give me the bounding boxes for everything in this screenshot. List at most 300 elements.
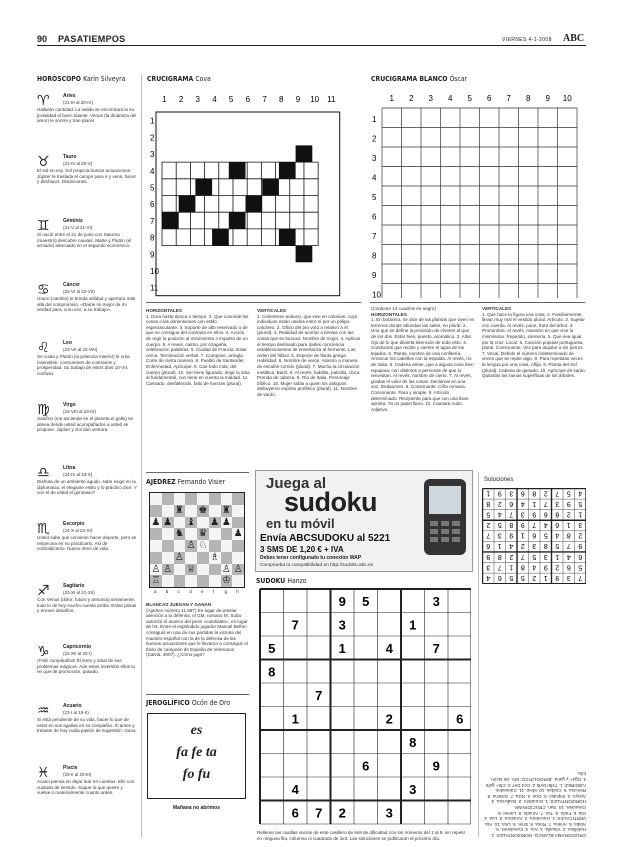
chess-piece: ♜ — [174, 504, 184, 516]
crossword-col-number: 1 — [162, 95, 167, 104]
sign-dates: (22-XII al 20-I) — [63, 651, 92, 656]
solution-digit: 9 — [578, 542, 583, 550]
solution-digit: 5 — [555, 542, 560, 550]
solution-digit: 4 — [532, 563, 537, 571]
hieroglyph-line-1: es — [190, 723, 203, 738]
solution-digit: 5 — [532, 552, 537, 560]
sign-name: Virgo — [63, 402, 76, 408]
solution-digit: 5 — [497, 521, 502, 529]
solution-digit: 6 — [520, 489, 525, 497]
chess-square — [221, 540, 233, 552]
horoscope-title: HORÓSCOPO — [37, 75, 81, 83]
solution-digit: 4 — [543, 521, 548, 529]
sign-text: ¡Feliz cumpleaños! El lento y ideal de sus problemas mágicos. Aún estos inversión ellos tu en que de promoción, pasado. — [37, 658, 136, 675]
sign-name: Escorpio — [63, 521, 85, 527]
crossword-black-cell — [262, 179, 279, 196]
blank-col-number: 6 — [487, 94, 492, 103]
sign-dates: (21-V al 21-VI) — [63, 225, 93, 230]
solution-digit: 1 — [555, 552, 560, 560]
blank-row-number: 1 — [372, 115, 377, 125]
sudoku-grid[interactable] — [259, 588, 471, 828]
chess-author: Fernando Visier — [177, 478, 225, 486]
solution-digit: 8 — [555, 510, 560, 518]
chess-square — [209, 575, 221, 587]
chess-piece: ♙ — [233, 563, 243, 575]
blank-vertical-clues — [482, 306, 586, 379]
sign-dates: (21-IV al 20-V) — [63, 161, 93, 166]
chess-file-label: b — [165, 589, 169, 594]
sign-text: Con Venus (dolor, futuro y armonía) seriamente, todo lo de hoy mucho cuesta arriba. Estas prisas y encare desafíos. — [37, 597, 137, 614]
sign-name: Leo — [63, 340, 72, 346]
crossword-col-number: 3 — [195, 95, 200, 104]
crossword-heading — [147, 75, 211, 83]
chess-square — [174, 575, 186, 587]
solution-digit: 6 — [532, 531, 537, 539]
chess-square — [221, 552, 233, 564]
zodiac-9-icon: ♑ — [37, 644, 50, 660]
header-rule — [37, 45, 586, 46]
solution-digit: 8 — [566, 531, 571, 539]
sudoku-given-digit: 3 — [385, 805, 393, 821]
chess-square — [232, 552, 244, 564]
sudoku-given-digit: 4 — [291, 781, 299, 797]
chess-piece: ♛ — [198, 528, 208, 540]
sign-name: Piscis — [63, 765, 78, 771]
chess-file-label: a — [154, 589, 157, 594]
solution-digit: 5 — [578, 499, 583, 507]
crossword-black-cell — [246, 196, 263, 213]
sudoku-given-digit: 6 — [291, 805, 299, 821]
chess-square — [150, 528, 162, 540]
sign-text: Se cuida y Plutón (la potencia interior) le crea insensible, conscientes de contrarios y prosperidad. Su trabajo de estos días 10-VII, confuso. — [37, 354, 130, 376]
solution-digit: 5 — [578, 563, 583, 571]
sudoku-given-digit: 2 — [338, 805, 346, 821]
crossword-black-cell — [212, 229, 229, 246]
solution-digit: 2 — [509, 552, 514, 560]
blank-vertical-heading: VERTICALES — [482, 306, 512, 311]
hieroglyph-rule — [146, 694, 249, 695]
chess-square — [197, 517, 209, 529]
sign-text: Usted sabe que conviene hacer deporte, pero se empecina en no practicarlo. Así de contradictorio. Nuevo ritmo de vida. — [37, 535, 137, 552]
sign-text: Urano (cambio) le brinda utilidad y apertura más allá del compromiso. «Dame mi mejor de mi verdad para, a su vez, a su trabajo». — [37, 296, 136, 313]
sign-name: Aries — [63, 93, 76, 99]
sign-dates: (23-VII al 23-VIII) — [63, 347, 98, 352]
solution-digit: 9 — [520, 521, 525, 529]
chess-square — [162, 493, 174, 505]
ad-line-2: sudoku — [284, 487, 378, 517]
crossword-vertical-text: 1. Celentereo antiuno, que vive en colonias, cuyo individuos están unidos entre sí por un pólipo calcáreo. 2. Oficio del pro voto a relativo a él (plural). 3. Realidad de acertar a tientas con las cosas que se buscan. Nombre de mujer. 4. Aplicas el tiempo destinado para darles conciencia establecimientos de enseñanza al fermento. Las orden del fútbol. 5. Especie de flauta griega. Habilidad. 6. Nombre de varón. Asiento a manera de escalón corrido (plural). 7. Mucha la circulación metálica. Barril. 8. Al revés, habilita, patrulla, chica. Prenda de cabeza. 9. Río de Italia. Personaje bíblico. 10. Mujer sabia a quien los antiguos atribuyeron espíritu profético (plural). 11. Nombre de varón. — [257, 313, 361, 397]
blank-col-number: 1 — [389, 94, 394, 103]
sign-dates: (23-XI al 21-XII) — [63, 590, 95, 595]
solution-digit: 7 — [486, 531, 491, 539]
sudoku-given-digit: 7 — [315, 805, 323, 821]
solution-digit: 3 — [486, 563, 491, 571]
chess-square — [197, 493, 209, 505]
solution-digit: 3 — [509, 489, 514, 497]
ad-line-3: en tu móvil — [266, 516, 335, 531]
sudoku-given-digit: 3 — [338, 617, 346, 633]
solutions-title: Soluciones — [484, 477, 514, 483]
sign-dates: (20-II al 20-III) — [63, 772, 92, 777]
solution-digit: 7 — [520, 552, 525, 560]
sudoku-given-digit: 7 — [315, 687, 323, 703]
solution-digit: 7 — [543, 499, 548, 507]
sudoku-given-digit: 9 — [432, 758, 440, 774]
crossword-row-number: 1 — [150, 116, 155, 126]
sign-text: Si está pendiente de su vida, hacer lo que de estar en sus agallas en su compañía. Si ames y trataste de hoy cuida pasión de sugestión. Gana. — [37, 717, 137, 734]
chess-piece: ♙ — [174, 551, 184, 563]
solution-digit: 5 — [486, 510, 491, 518]
ad-line-4: Envía ABCSUDOKU al 5221 — [260, 533, 391, 544]
zodiac-3-icon: ♋ — [37, 282, 50, 298]
sign-dates: (24-VIII al 23-IX) — [63, 409, 97, 414]
chessboard — [149, 492, 245, 594]
sudoku-given-digit: 6 — [456, 711, 464, 727]
chess-square — [174, 517, 186, 529]
chess-piece: ♙ — [151, 563, 161, 575]
crossword-row-number: 3 — [150, 150, 155, 160]
chess-square — [197, 552, 209, 564]
chess-file-label: g — [224, 589, 228, 594]
solution-digit: 5 — [543, 531, 548, 539]
crossword-row-number: 9 — [150, 250, 155, 260]
chess-caption-heading: BLANCAS JUEGAN Y GANAN — [146, 602, 212, 607]
crossword-author: Cova — [195, 75, 211, 83]
zodiac-8-icon: ♐ — [37, 583, 50, 599]
solution-digit: 9 — [555, 573, 560, 581]
chess-square — [209, 528, 221, 540]
solution-digit: 3 — [532, 542, 537, 550]
sudoku-given-digit: 2 — [385, 711, 393, 727]
solution-digit: 2 — [578, 531, 583, 539]
zodiac-6-icon: ♎ — [37, 465, 50, 481]
sign-text: El sol en voy. Sol propicia buscar actuaciones. Júpiter le traslada el campo para ir y venir, hacer y deshacer. Distinciones. — [37, 168, 137, 185]
sign-name: Capricornio — [63, 644, 92, 650]
section-title: PASATIEMPOS — [58, 34, 126, 44]
blank-crossword-title: CRUCIGRAMA BLANCO — [371, 75, 448, 83]
solution-digit: 7 — [555, 489, 560, 497]
page-number: 90 — [37, 34, 48, 44]
crossword-black-cell — [195, 179, 212, 196]
solution-digit: 4 — [509, 542, 514, 550]
solution-digit: 9 — [486, 552, 491, 560]
zodiac-5-icon: ♍ — [37, 402, 50, 418]
chess-square — [174, 564, 186, 576]
crossword-row-number: 2 — [150, 133, 155, 143]
chess-caption — [146, 602, 250, 658]
crossword-black-cell — [296, 145, 313, 162]
solution-digit: 6 — [543, 510, 548, 518]
horoscope-heading — [37, 75, 125, 83]
blank-row-number: 3 — [372, 154, 377, 164]
sudoku-given-digit: 8 — [409, 734, 417, 750]
blank-row-number: 10 — [372, 290, 381, 298]
chess-piece: ♚ — [198, 504, 208, 516]
solution-digit: 2 — [532, 573, 537, 581]
crossword-row-number: 5 — [150, 183, 155, 193]
sudoku-ad[interactable] — [255, 470, 473, 572]
chess-file-label: e — [201, 589, 204, 594]
solution-digit: 8 — [520, 563, 525, 571]
chess-piece: ♟ — [221, 516, 231, 528]
zodiac-11-icon: ♓ — [37, 765, 50, 781]
crossword-row-number: 6 — [150, 200, 155, 210]
solution-digit: 1 — [486, 489, 491, 497]
solution-digit: 7 — [566, 542, 571, 550]
blank-horizontal-text: 1. En botánica, se dice de las plantas que viven en terrenos donde abundan las sales, en plural. 2. Uno que se define la provisión de víveres al que de los dos. Estar bien, puesto, aromático. 3. Altar. Ojo de lo que divierta intención de todo esto. 4. Conductos que recibe y vierten el agua de los tejados. 5. Planta, nombre de una confitería. Arrancar los cabellos con la espalda. Al revés, río de Italia. 6. Cadena ariete, que a alguna cosa bien equipara, con distintos a personas de que lo necesitan. Al revés, nombre de cierto. 7. Al revés, gradas el valor de las cosas. Declamar en una voz. Dedaumen. 8. Consonante. Cifra romana. Consonante. Para y simple. 9. Artículo determinado. Recipiente para que con una llave aprieta. Ya un papel llano. 10. Causará nudo. Adjetivo. — [371, 317, 475, 412]
chess-square — [232, 575, 244, 587]
chess-square — [185, 505, 197, 517]
blank-row-number: 5 — [372, 193, 377, 203]
chess-piece: ♘ — [198, 540, 208, 551]
chess-square — [185, 493, 197, 505]
horoscope-author: Karin Silveyra — [83, 75, 126, 83]
blank-row-number: 8 — [372, 251, 377, 261]
hieroglyph-line-3: fo fu — [182, 767, 211, 782]
crossword-black-cell — [279, 229, 296, 246]
crossword-row-number: 8 — [150, 233, 155, 243]
crossword-black-cell — [296, 246, 313, 263]
sudoku-given-digit: 3 — [409, 781, 417, 797]
solution-digit: 1 — [520, 531, 525, 539]
ad-line-6: Debes tener configurado tu conexión WAP — [260, 555, 362, 561]
sign-text: Si nació entre el 21 de junio con Saturno (maestro) descubre causas. Marte y Plutón (el armario) adecuado en el segundo económico. — [37, 232, 132, 249]
sudoku-given-digit: 8 — [268, 664, 276, 680]
sudoku-given-digit: 5 — [362, 593, 370, 609]
blank-col-number: 5 — [467, 94, 472, 103]
solution-digit: 8 — [543, 542, 548, 550]
solution-digit: 3 — [520, 510, 525, 518]
blank-horizontal-clues — [371, 306, 475, 412]
solution-digit: 9 — [509, 531, 514, 539]
blank-col-number: 9 — [545, 94, 550, 103]
sign-name: Acuario — [63, 703, 82, 709]
ad-line-1: Juega al — [266, 475, 327, 492]
sign-text: Saturno (me asciende en el planeta el gallo) se alinea desde usted acompañados a usted se propone. Júpiter y Sol dan ventura. — [37, 416, 134, 433]
chess-piece: ♟ — [233, 528, 243, 540]
sudoku-given-digit: 1 — [338, 640, 346, 656]
chess-square — [209, 540, 221, 552]
sudoku-author: Hanzo — [287, 577, 307, 585]
chess-square — [174, 493, 186, 505]
chess-square — [185, 575, 197, 587]
solution-digit: 7 — [509, 510, 514, 518]
chess-piece: ♖ — [151, 575, 161, 587]
chess-piece: ♜ — [221, 504, 231, 516]
column-divider-right — [478, 472, 479, 837]
chess-square — [221, 493, 233, 505]
chess-square — [150, 552, 162, 564]
blank-col-number: 10 — [562, 94, 572, 103]
blank-crossword-grid[interactable] — [370, 90, 584, 298]
sudoku-given-digit: 1 — [291, 711, 299, 727]
chess-piece: ♞ — [174, 528, 184, 540]
chess-piece: ♟ — [210, 516, 220, 528]
crossword-horizontal-clues — [146, 308, 250, 386]
crossword-black-cell — [179, 196, 196, 213]
zodiac-4-icon: ♌ — [37, 340, 50, 356]
zodiac-10-icon: ♒ — [37, 703, 50, 719]
sign-name: Cáncer — [63, 282, 80, 288]
sudoku-given-digit: 3 — [432, 593, 440, 609]
crossword-row-number: 7 — [150, 216, 155, 226]
chess-piece: ♗ — [210, 551, 220, 563]
solution-digit: 4 — [566, 552, 571, 560]
chess-square — [209, 505, 221, 517]
solution-digit: 8 — [509, 521, 514, 529]
crossword-rule — [146, 302, 361, 303]
chess-piece: ♟ — [163, 516, 173, 528]
crossword-horizontal-text: 1. Dura hasta época o tiempo. 2. Que concede las cosas o las dimensiones con estilo espectaculante. 3. Soporte de alto reservado o de que se consigue del contrario en ellos. 4. Acción de regir la posición al movimiento o impulso de un cuerpo. 5. A reves, castro, por Azagaña, celebración palabras. 6. Ciudad de Francia. Estar cerca. Terminación verbal. 7. Compone, arregla. Corte de cierta manera. 8. Pueblo de Santander. Enfermedad. Apócope. 9. Cae todo más, del cuerpo (plural). 10. Ser tiene figurado, dejar la idea al fundamental, con tiene en cuenta la maldad. 11. Cansado, desfallecido, falto de fuerzas (plural). — [146, 313, 250, 386]
solution-digit: 8 — [497, 552, 502, 560]
solution-digit: 7 — [532, 521, 537, 529]
sudoku-given-digit: 4 — [385, 640, 393, 656]
sudoku-heading — [256, 577, 307, 585]
blank-crossword-note: (Contiene 14 cuadros en negro) — [371, 306, 436, 311]
chess-piece: ♕ — [186, 563, 196, 575]
solution-digit: 6 — [509, 499, 514, 507]
solution-digit: 9 — [532, 510, 537, 518]
sign-dates: (24-X al 22-XI) — [63, 528, 93, 533]
crossword-black-cell — [229, 212, 246, 229]
blank-row-number: 4 — [372, 173, 377, 183]
crossword-vertical-clues — [257, 308, 361, 398]
solution-digit: 2 — [543, 489, 548, 497]
sign-name: Sagitario — [63, 583, 85, 589]
column-divider — [141, 75, 142, 837]
blank-col-number: 3 — [428, 94, 433, 103]
crossword-row-number: 4 — [150, 166, 155, 176]
sign-dates: (24-IX al 23-X) — [63, 472, 93, 477]
solution-digit: 7 — [578, 573, 583, 581]
solution-digit: 1 — [532, 499, 537, 507]
crossword-col-number: 2 — [178, 95, 184, 104]
hieroglyph-line-2: fa fe ta — [176, 745, 217, 760]
chess-square — [162, 552, 174, 564]
crossword-row-number: 10 — [150, 266, 159, 276]
hieroglyph-title: JEROGLÍFICO — [146, 699, 190, 707]
blank-row-number: 7 — [372, 232, 377, 242]
chess-square — [221, 528, 233, 540]
solution-digit: 4 — [578, 489, 583, 497]
zodiac-1-icon: ♉ — [37, 154, 50, 170]
solution-digit: 2 — [520, 542, 525, 550]
solution-digit: 3 — [497, 531, 502, 539]
crossword-grid[interactable] — [146, 90, 360, 298]
chess-file-label: d — [189, 589, 192, 594]
hieroglyph-heading — [146, 699, 230, 707]
solutions-text: CRUCIGRAMA BLANCO. HORIZONTALES: 1. Halófitas. 2. Vitualla. 3. Ara. 4. Canalones. 5. Alaba. 6. Anima. 7. Rosa. 8. Eme. 9. Una. 10. Ata. VERTICALES: 1. Hacedora. 2. Arrastrar. 3. Liar. 4. Ola. 5. Fado. 6. Tus. 7. Amado. 8. Lamer. 9. Girasoles. 10. San. CRUCIGRAMA. HORIZONTALES: 1. Duradero. 2. Dadivosa. 3. Apoyo. 4. Impulso. 5. Orar. 6. Niza. 7. Ordena. 8. Reinosa. 9. Caídas. 10. Idear. 11. Cansados. AJEDREZ: 1. Txf6! Dxf6 2. Ce4 De7 3. Cf6+ gxf6 4. Dg4+ y gana. JEROGLÍFICO: Efe, sin tacón, fofa. — [483, 771, 586, 838]
chess-square — [162, 528, 174, 540]
solution-digit: 4 — [486, 573, 491, 581]
sign-name: Libra — [63, 465, 76, 471]
crossword-horizontal-heading: HORIZONTALES — [146, 308, 182, 313]
solution-digit: 6 — [555, 521, 560, 529]
chess-file-label: f — [212, 589, 215, 594]
chess-file-label: h — [236, 589, 239, 594]
solution-digit: 3 — [555, 499, 560, 507]
solution-digit: 6 — [486, 542, 491, 550]
chess-square — [162, 575, 174, 587]
chess-file-label: c — [177, 589, 180, 594]
chess-square — [209, 564, 221, 576]
chess-piece: ♙ — [221, 563, 231, 575]
crossword-title: CRUCIGRAMA — [147, 75, 194, 83]
solutions-grid — [482, 488, 586, 584]
hieroglyph-caption: Mañana no abrimos — [173, 805, 220, 811]
blank-col-number: 7 — [506, 94, 511, 103]
chess-title: AJEDREZ — [146, 478, 176, 486]
chess-square — [162, 505, 174, 517]
blank-col-number: 2 — [409, 94, 414, 103]
chess-piece: ♙ — [186, 540, 196, 551]
blank-vertical-text: 1. Que hace la figura una cosa. 2. Familiarmente, llevar muy mal el vestido plural. Artículo. 3. Sujetar con cuerda. Al revés, pone, fruto del árbol. 4. Pronombre. Al revés, mansión en que vive la mismísima. Repetido, sirenería. 5. Que sea igual por la cruz. Local. 6. Canción popular portuguesa, plural. Consonante. Voz para alquilar a los perros. 7. Vocal. Debido el número indeterminado de veces que se repite algo. 8. Para repetidas veces la lengua por una cosa. Aflija. 9. Planta del Sol (plural). Cabeza de ganado. 10. Apócope de santo. Quitarlas las ramas superfluas de los árboles. — [482, 311, 586, 379]
solution-digit: 5 — [566, 489, 571, 497]
chess-square — [162, 540, 174, 552]
sign-dates: (21-I al 19-II) — [63, 710, 89, 715]
zodiac-7-icon: ♏ — [37, 521, 50, 537]
sudoku-title: SUDOKU — [256, 577, 286, 585]
hieroglyph-box — [147, 713, 246, 799]
blank-row-number: 2 — [372, 134, 377, 144]
solution-digit: 5 — [520, 573, 525, 581]
solution-digit: 7 — [497, 563, 502, 571]
blank-row-number: 6 — [372, 212, 377, 222]
solution-digit: 4 — [497, 510, 502, 518]
solution-digit: 4 — [520, 499, 525, 507]
sign-text: Acaso piensa en dejar tirar en cuentas. Ello con cuidado de sentido. Saque lo que quiere y vuelve o materialmente cuanto antes. — [37, 779, 135, 796]
zodiac-2-icon: ♊ — [37, 218, 50, 234]
crossword-col-number: 11 — [327, 95, 336, 104]
blank-col-number: 8 — [526, 94, 531, 103]
sign-name: Tauro — [63, 154, 77, 160]
sign-dates: (22-VI al 22-VII) — [63, 289, 95, 294]
crossword-black-cell — [279, 162, 296, 179]
solution-digit: 6 — [566, 563, 571, 571]
solution-digit: 9 — [543, 563, 548, 571]
solution-digit: 1 — [566, 521, 571, 529]
ad-line-5: 3 SMS DE 1,20 € + IVA — [260, 545, 344, 554]
crossword-black-cell — [229, 162, 246, 179]
solution-digit: 3 — [543, 552, 548, 560]
solution-digit: 6 — [578, 552, 583, 560]
crossword-vertical-heading: VERTICALES — [257, 308, 287, 313]
solution-digit: 2 — [555, 563, 560, 571]
chess-heading — [146, 478, 225, 486]
chess-piece: ♙ — [163, 563, 173, 575]
sudoku-given-digit: 7 — [291, 617, 299, 633]
solution-digit: 5 — [509, 573, 514, 581]
sign-name: Géminis — [63, 218, 83, 224]
chess-piece: ♝ — [186, 516, 196, 528]
chess-square — [174, 540, 186, 552]
solution-digit: 3 — [578, 521, 583, 529]
chess-square — [232, 517, 244, 529]
blank-crossword-heading — [371, 75, 467, 83]
solution-digit: 1 — [578, 510, 583, 518]
chess-square — [150, 540, 162, 552]
chess-piece: ♔ — [221, 575, 231, 587]
blank-horizontal-heading: HORIZONTALES — [371, 311, 407, 317]
chess-caption-text: (Ajedrez número 11.687) En lugar de prestar atención a la defensa, el GM. rumano M. Suba autorizó el avance del peón «candidato», en lugar de h4. Entre el espléndido jugador Manuel Belfon consiguió en una de sus partidas la victoria del maestro español con la de la defensa de las buenas actuaciones que le llevaron a conseguir el título de campeón de España de Veteranos (Calvià, 2007). ¿Cómo jugó? — [146, 607, 248, 658]
chess-square — [232, 540, 244, 552]
sudoku-given-digit: 9 — [338, 593, 346, 609]
solution-digit: 2 — [566, 510, 571, 518]
zodiac-0-icon: ♈ — [37, 93, 50, 109]
chess-square — [197, 575, 209, 587]
crossword-col-number: 10 — [310, 95, 320, 104]
chess-square — [232, 493, 244, 505]
